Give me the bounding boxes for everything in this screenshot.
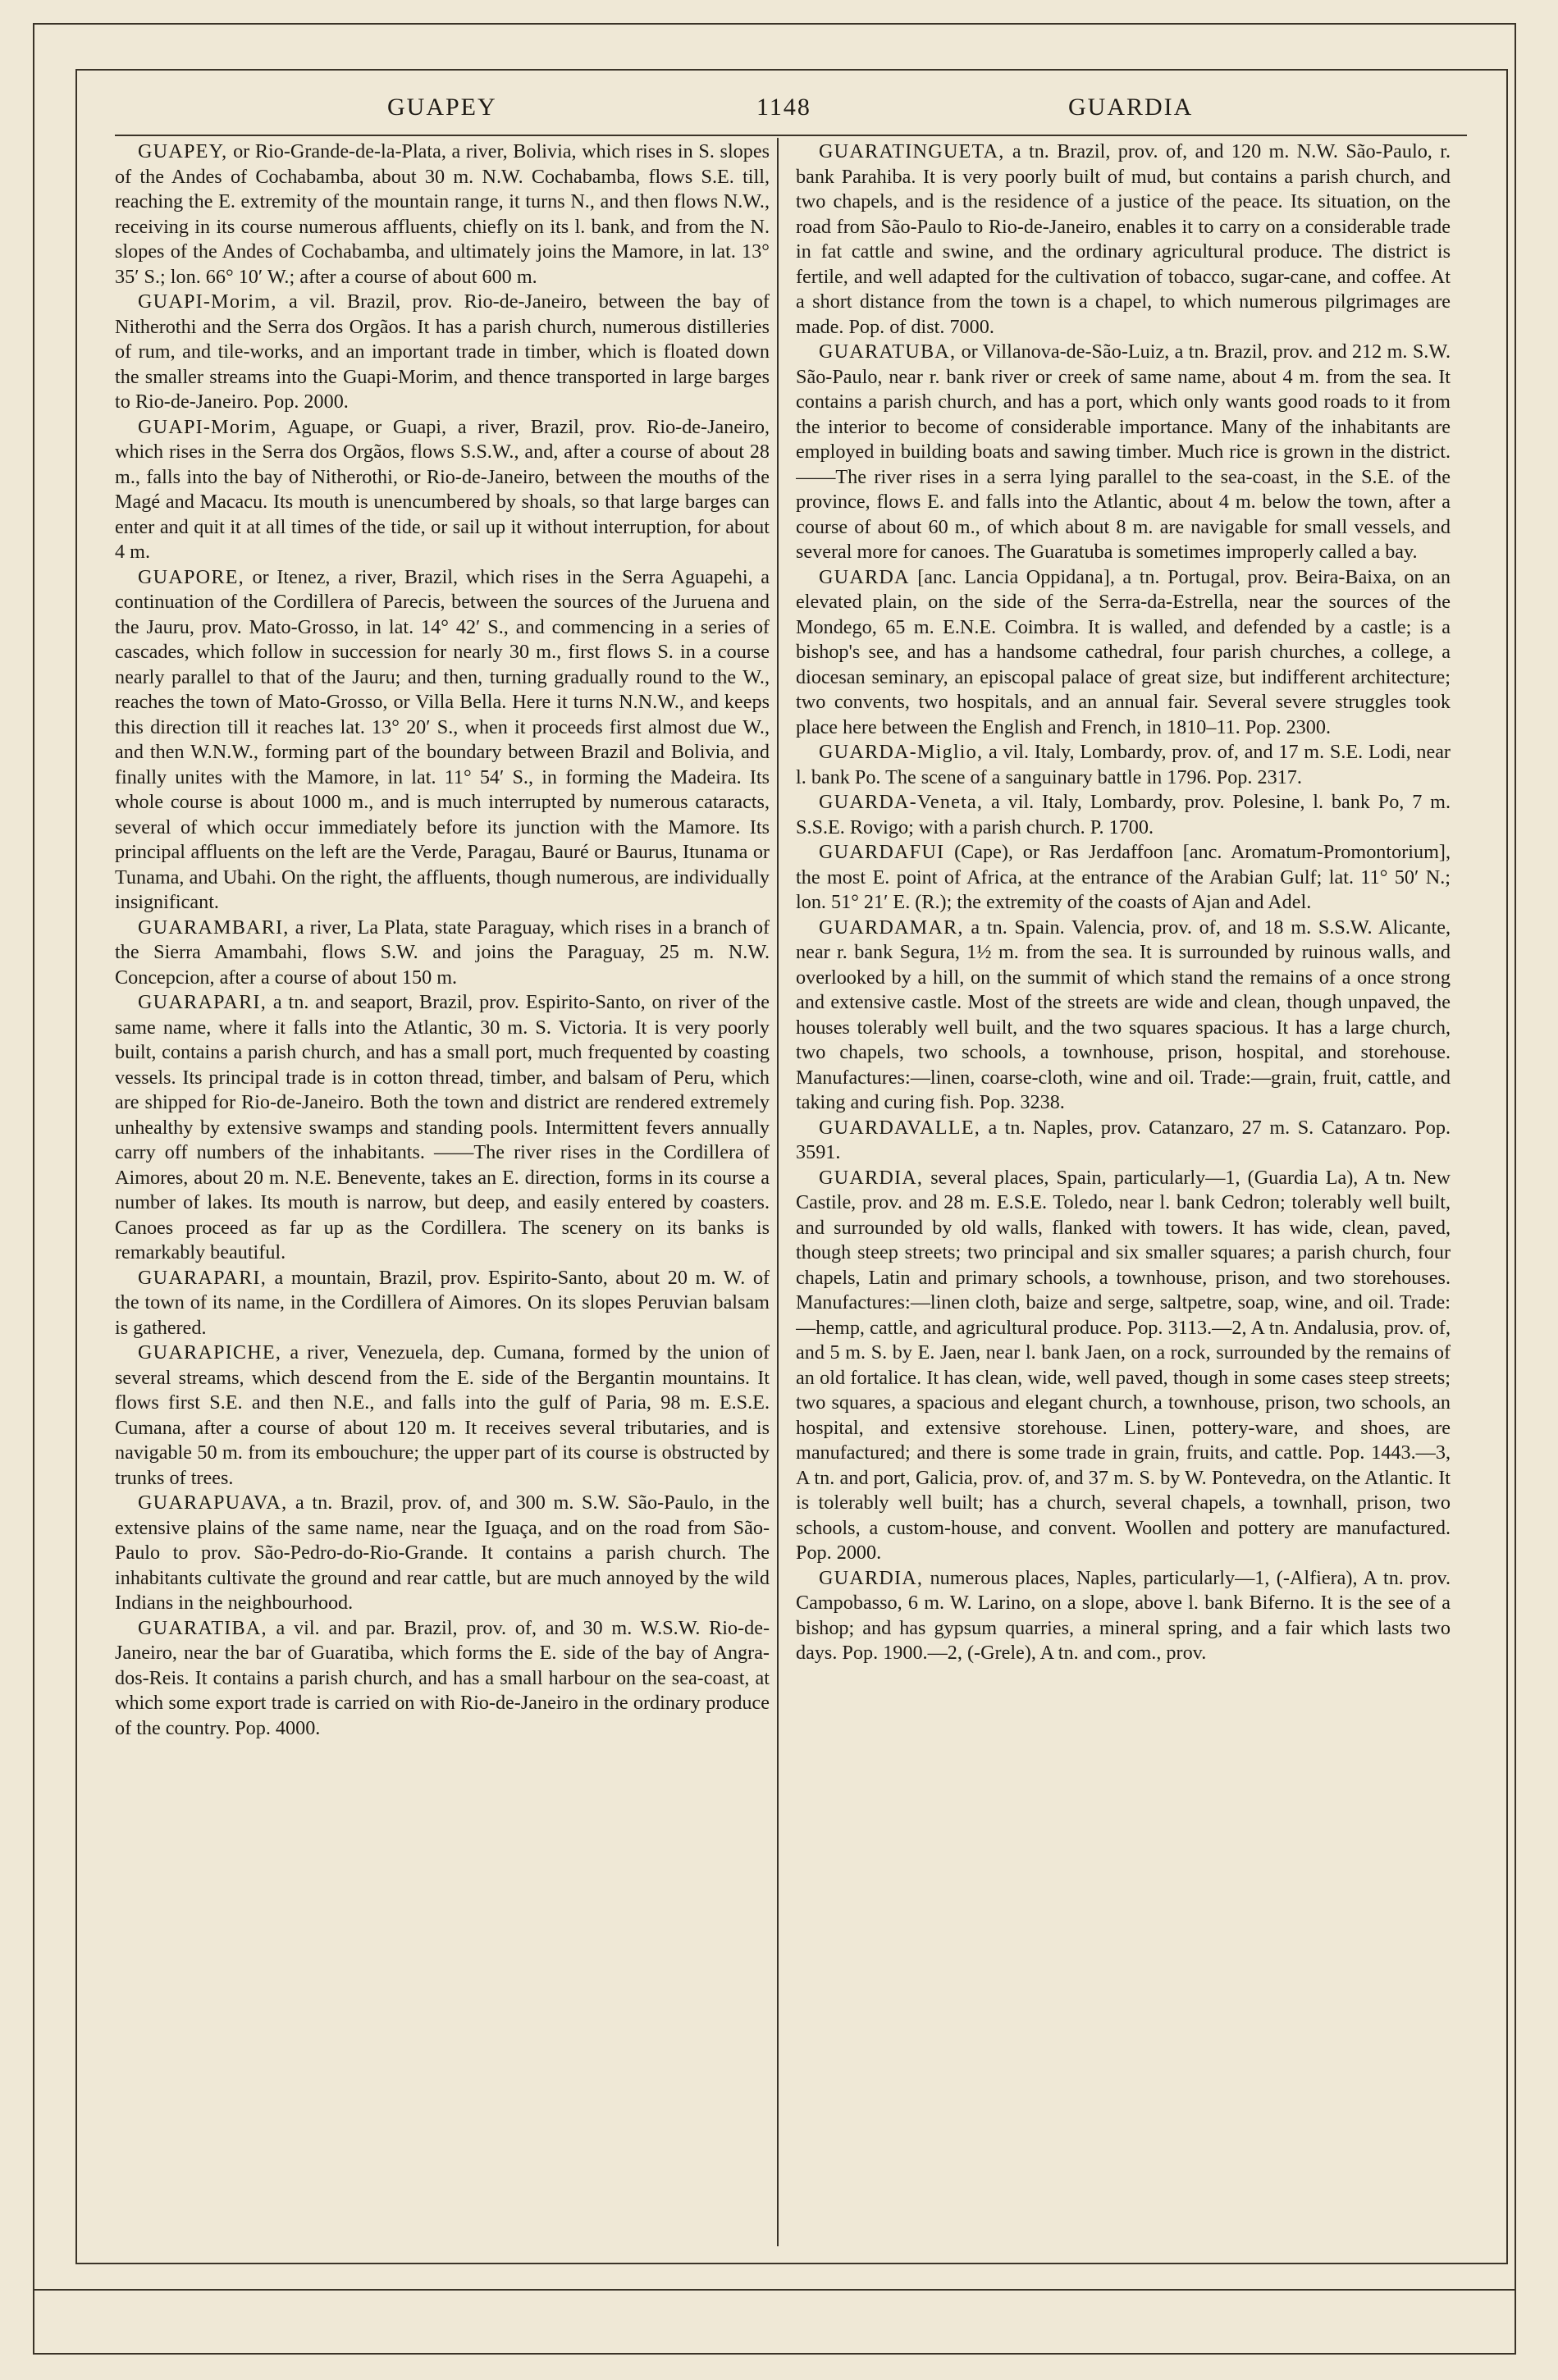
entry-text: or Villanova-de-São-Luiz, a tn. Brazil, prov. and 212 m. S.W. São-Paulo, near r. bank river or creek of same name, about 4 m. from the sea. It contains a parish church, and has a port, which only wants good roads to it from the interior to become of considerable importance. Many of the inhabitants are employed in building boats and sawing timber. Much rice is grown in the district. ——The river rises in a serra lying parallel to the sea-coast, in the S.E. of the province, flows E. and falls into the Atlantic, about 4 m. below the town, after a course of about 60 m., of which about 8 m. are navigable for small vessels, and several more for canoes. The Guaratuba is sometimes improperly called a bay. [796, 340, 1451, 563]
left-running-head: GUAPEY [387, 94, 497, 121]
entry-headword: GUARDA-Veneta, [819, 791, 984, 813]
entry-text: a tn. and seaport, Brazil, prov. Espirito-Santo, on river of the same name, where it falls into the Atlantic, 30 m. S. Victoria. It is very poorly built, contains a parish church, and has a small port, much frequented by coasting vessels. Its principal trade is in cotton thread, timber, and balsam of Peru, which are shipped for Rio-de-Janeiro. Both the town and district are rendered extremely unhealthy by extensive swamps and standing pools. Intermittent fevers annually carry off numbers of the inhabitants. ——The river rises in the Cordillera of Aimores, about 20 m. N.E. Benevente, takes an E. direction, forms in its course a number of lakes. Its mouth is narrow, but deep, and easily entered by coasters. Canoes proceed as far up as the Cordillera. The scenery on its banks is remarkably beautiful. [115, 991, 770, 1263]
page-number: 1148 [756, 94, 811, 121]
entry-text: or Rio-Grande-de-la-Plata, a river, Bolivia, which rises in S. slopes of the Andes of Cochabamba, about 30 m. N.W. Cochabamba, flows S.E. till, reaching the E. extremity of the mountain range, it turns N., and then flows N.W., receiving in its course numerous affluents, chiefly on its l. bank, and from the N. slopes of the Andes of Cochabamba, and ultimately joins the Mamore, in lat. 13° 35′ S.; lon. 66° 10′ W.; after a course of about 600 m. [115, 140, 770, 288]
entry [796, 840, 1451, 916]
entry [115, 916, 770, 991]
entry-headword: GUARAMBARI, [138, 916, 290, 939]
entry-headword: GUARATIBA, [138, 1616, 267, 1639]
entry-text: a vil. Italy, Lombardy, prov. of, and 17 m. S.E. Lodi, near l. bank Po. The scene of a sanguinary battle in 1796. Pop. 2317. [796, 741, 1451, 788]
entry [115, 1491, 770, 1616]
entry [796, 1116, 1451, 1166]
entry-headword: GUAPI-Morim, [138, 290, 277, 313]
entry-text: [anc. Lancia Oppidana], a tn. Portugal, prov. Beira-Baixa, on an elevated plain, on the side of the Serra-da-Estrella, near the sources of the Mondego, 65 m. E.N.E. Coimbra. It is walled, and defended by a castle; is a bishop's see, and has a handsome cathedral, four parish churches, a college, a diocesan seminary, an episcopal palace of great size, but indifferent architecture; two convents, two hospitals, and an annual fair. Several severe struggles took place here between the English and French, in 1810–11. Pop. 2300. [796, 565, 1451, 738]
entry-headword: GUARAPARI, [138, 991, 267, 1013]
entry-text: a vil. and par. Brazil, prov. of, and 30 m. W.S.W. Rio-de-Janeiro, near the bar of Guaratiba, which forms the E. side of the bay of Angra-dos-Reis. It contains a parish church, and has a small harbour on the sea-coast, at which some export trade is carried on with Rio-de-Janeiro in the ordinary produce of the country. Pop. 4000. [115, 1616, 770, 1739]
entry-headword: GUARDAVALLE, [819, 1116, 980, 1139]
entry [796, 1566, 1451, 1666]
entry-headword: GUARAPUAVA, [138, 1491, 288, 1514]
entry-text: a tn. Brazil, prov. of, and 300 m. S.W. São-Paulo, in the extensive plains of the same name, near the Iguaça, and on the road from São-Paulo to prov. São-Pedro-do-Rio-Grande. It contains a parish church. The inhabitants cultivate the ground and rear cattle, but are much annoyed by the wild Indians in the neighbourhood. [115, 1491, 770, 1614]
entry-text: a tn. Spain. Valencia, prov. of, and 18 m. S.S.W. Alicante, near r. bank Segura, 1½ m. from the sea. It is surrounded by ruinous walls, and overlooked by a hill, on the summit of which stand the remains of a once strong and extensive castle. Most of the streets are wide and clean, though unpaved, the houses tolerably well built, and the two squares spacious. It has a large church, two chapels, two schools, a townhouse, prison, hospital, and storehouse. Manufactures:—linen, coarse-cloth, wine and oil. Trade:—grain, fruit, cattle, and taking and curing fish. Pop. 3238. [796, 916, 1451, 1113]
entry [796, 790, 1451, 840]
entry-text: Aguape, or Guapi, a river, Brazil, prov. Rio-de-Janeiro, which rises in the Serra dos Orgãos, flows S.S.W., and, after a course of about 28 m., falls into the bay of Nitherothi, or Rio-de-Janeiro, between the mouths of the Magé and Macacu. Its mouth is unencumbered by shoals, so that large barges can enter and quit it at all times of the tide, or sail up it without interruption, for about 4 m. [115, 415, 770, 563]
column-divider [777, 138, 779, 2246]
entry [115, 139, 770, 290]
entry-headword: GUAPEY, [138, 140, 228, 162]
entry-headword: GUARATUBA, [819, 340, 957, 363]
entry-headword: GUARATINGUETA, [819, 140, 1005, 162]
entry [115, 290, 770, 415]
entry-text: a mountain, Brazil, prov. Espirito-Santo, about 20 m. W. of the town of its name, in the Cordillera of Aimores. On its slopes Peruvian balsam is gathered. [115, 1266, 770, 1339]
entry [115, 415, 770, 565]
entry [796, 740, 1451, 790]
entry-text: several places, Spain, particularly—1, (Guardia La), A tn. New Castile, prov. and 28 m. E.S.E. Toledo, near l. bank Cedron; tolerably well built, and surrounded by old walls, flanked with towers. It has wide, clean, paved, though steep streets; two principal and six smaller squares; a parish church, four chapels, Latin and primary schools, a townhouse, prison, and two storehouses. Manufactures:—linen cloth, baize and serge, saltpetre, soap, wine, and oil. Trade:—hemp, cattle, and agricultural produce. Pop. 3113.—2, A tn. Andalusia, prov. of, and 5 m. S. by E. Jaen, near l. bank Jaen, on a rock, surrounded by the remains of an old fortalice. It has clean, wide, well paved, though in some cases steep streets; two squares, a spacious and elegant church, a townhouse, prison, two schools, an hospital, and extensive storehouse. Linen, pottery-ware, and shoes, are manufactured; and there is some trade in grain, fruits, and cattle. Pop. 1443.—3, A tn. and port, Galicia, prov. of, and 37 m. S. by W. Pontevedra, on the Atlantic. It is tolerably well built; has a church, several chapels, a townhall, prison, two schools, a custom-house, and convent. Woollen and pottery are manufactured. Pop. 2000. [796, 1166, 1451, 1564]
entry [115, 1616, 770, 1742]
entry-text: a tn. Naples, prov. Catanzaro, 27 m. S. Catanzaro. Pop. 3591. [796, 1116, 1451, 1163]
entry-headword: GUARDA [819, 565, 910, 588]
entry-headword: GUARDIA, [819, 1166, 924, 1189]
entry [796, 565, 1451, 741]
entry-text: a river, Venezuela, dep. Cumana, formed by the union of several streams, which descend from the E. side of the Bergantin mountains. It flows first S.E. and then N.E., and falls into the gulf of Paria, 98 m. E.S.E. Cumana, after a course of about 120 m. It receives several tributaries, and is navigable 50 m. from its embouchure; the upper part of its course is obstructed by trunks of trees. [115, 1341, 770, 1489]
left-column [115, 139, 770, 2248]
right-column [796, 139, 1451, 2248]
right-running-head: GUARDIA [1068, 94, 1194, 121]
entry [796, 139, 1451, 340]
entry-headword: GUAPI-Morim, [138, 415, 277, 438]
entry-text: numerous places, Naples, particularly—1, (-Alfiera), A tn. prov. Campobasso, 6 m. W. Larino, on a slope, above l. bank Biferno. It is the see of a bishop; and has gypsum quarries, a mineral spring, and a fair which lasts two days. Pop. 1900.—2, (-Grele), A tn. and com., prov. [796, 1566, 1451, 1664]
entry [115, 1266, 770, 1341]
entry-text: a vil. Brazil, prov. Rio-de-Janeiro, between the bay of Nitherothi and the Serra dos Orgãos. It has a parish church, numerous distilleries of rum, and tile-works, and an important trade in timber, which is floated down the smaller streams into the Guapi-Morim, and thence transported in large barges to Rio-de-Janeiro. Pop. 2000. [115, 290, 770, 413]
entry-headword: GUAPORE, [138, 565, 244, 588]
entry-headword: GUARAPICHE, [138, 1341, 282, 1364]
header-rule [115, 135, 1467, 136]
entry [796, 340, 1451, 565]
entry [115, 1341, 770, 1491]
entry [115, 990, 770, 1266]
bottom-rule [33, 2289, 1516, 2291]
entry-headword: GUARAPARI, [138, 1266, 267, 1289]
entry-headword: GUARDIA, [819, 1566, 924, 1589]
entry [115, 565, 770, 916]
running-head [75, 94, 1508, 130]
entry-text: a tn. Brazil, prov. of, and 120 m. N.W. São-Paulo, r. bank Parahiba. It is very poorly built of mud, but contains a parish church, and two chapels, and is the residence of a justice of the peace. Its situation, on the road from São-Paulo to Rio-de-Janeiro, enables it to carry on a considerable trade in fat cattle and swine, and the ordinary agricultural produce. The district is fertile, and well adapted for the cultivation of tobacco, sugar-cane, and coffee. At a short distance from the town is a chapel, to which numerous pilgrimages are made. Pop. of dist. 7000. [796, 140, 1451, 338]
entry-text: (Cape), or Ras Jerdaffoon [anc. Aromatum-Promontorium], the most E. point of Africa, at the entrance of the Arabian Gulf; lat. 11° 50′ N.; lon. 51° 21′ E. (R.); the extremity of the coasts of Ajan and Adel. [796, 841, 1451, 913]
entry-headword: GUARDA-Miglio, [819, 741, 984, 763]
entry-text: or Itenez, a river, Brazil, which rises in the Serra Aguapehi, a continuation of the Cordillera of Parecis, between the sources of the Juruena and the Jauru, prov. Mato-Grosso, in lat. 14° 42′ S., and commencing in a series of cascades, which follow in succession for nearly 30 m., first flows S. in a course nearly parallel to that of the Jauru; and then, turning gradually round to the W., reaches the town of Mato-Grosso, or Villa Bella. Here it turns N.N.W., and keeps this direction till it reaches lat. 13° 20′ S., when it proceeds first almost due W., and then W.N.W., forming part of the boundary between Brazil and Bolivia, and finally unites with the Mamore, in lat. 11° 54′ S., in forming the Madeira. Its whole course is about 1000 m., and is much interrupted by numerous cataracts, several of which occur immediately before its junction with the Mamore. Its principal affluents on the left are the Verde, Paragau, Bauré or Baurus, Itunama or Tunama, and Ubahi. On the right, the affluents, though numerous, are individually insignificant. [115, 565, 770, 913]
entry-headword: GUARDAMAR, [819, 916, 964, 939]
entry [796, 1166, 1451, 1566]
entry [796, 916, 1451, 1116]
entry-headword: GUARDAFUI [819, 841, 945, 863]
entry-text: a vil. Italy, Lombardy, prov. Polesine, l. bank Po, 7 m. S.S.E. Rovigo; with a parish church. P. 1700. [796, 791, 1451, 838]
entry-text: a river, La Plata, state Paraguay, which rises in a branch of the Sierra Amambahi, flows S.W. and joins the Paraguay, 25 m. N.W. Concepcion, after a course of about 150 m. [115, 916, 770, 989]
